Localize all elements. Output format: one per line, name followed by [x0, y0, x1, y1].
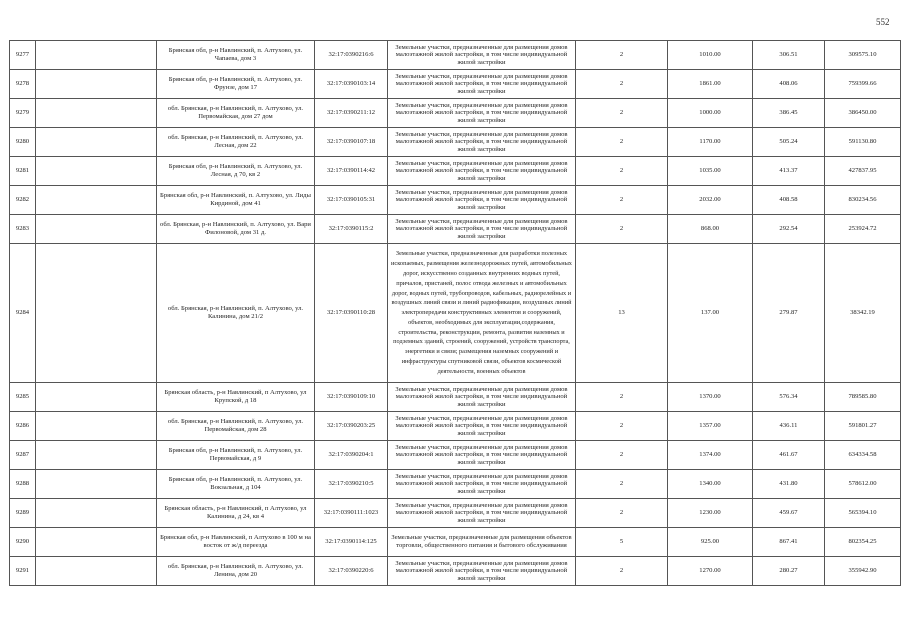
cadastral-value-cell: 789585.80: [825, 383, 901, 412]
group-code-cell: 2: [576, 186, 668, 215]
cadastral-value-cell: 309575.10: [825, 41, 901, 70]
group-code-cell: 2: [576, 499, 668, 528]
blank-cell: [36, 215, 157, 244]
cadastral-value-cell: 830234.56: [825, 186, 901, 215]
land-use-cell: Земельные участки, предназначенные для размещения объектов торговли, общественного питания и бытового обслуживания: [388, 528, 576, 557]
land-use-cell: Земельные участки, предназначенные для размещения домов малоэтажной жилой застройки, в том числе индивидуальной жилой застройки: [388, 412, 576, 441]
table-row: [10, 128, 901, 157]
blank-cell: [36, 557, 157, 586]
address-cell: Брянская область, р-н Навлинский, п Алтухово, ул Крупской, д 18: [157, 383, 315, 412]
group-code-cell: 2: [576, 383, 668, 412]
page-number: 552: [876, 17, 890, 27]
cadastral-value-cell: 591130.80: [825, 128, 901, 157]
specific-value-cell: 306.51: [753, 41, 825, 70]
group-code-cell: 2: [576, 128, 668, 157]
specific-value-cell: 436.11: [753, 412, 825, 441]
land-use-cell: Земельные участки, предназначенные для размещения домов малоэтажной жилой застройки, в том числе индивидуальной жилой застройки: [388, 215, 576, 244]
table-row: [10, 157, 901, 186]
area-cell: 1861.00: [668, 70, 753, 99]
address-cell: Брянская обл, р-н Навлинский, п. Алтухово, ул. Лесная, д 70, кв 2: [157, 157, 315, 186]
area-cell: 1035.00: [668, 157, 753, 186]
blank-cell: [36, 186, 157, 215]
land-use-cell: Земельные участки, предназначенные для размещения домов малоэтажной жилой застройки, в том числе индивидуальной жилой застройки: [388, 99, 576, 128]
area-cell: 137.00: [668, 244, 753, 383]
cadastral-number-cell: 32:17:0390105:31: [315, 186, 388, 215]
table-row: [10, 557, 901, 586]
address-cell: обл. Брянская, р-н Навлинский, п. Алтухово, ул. Лесная, дом 22: [157, 128, 315, 157]
blank-cell: [36, 383, 157, 412]
land-use-cell: Земельные участки, предназначенные для размещения домов малоэтажной жилой застройки, в том числе индивидуальной жилой застройки: [388, 557, 576, 586]
land-use-cell: Земельные участки, предназначенные для размещения домов малоэтажной жилой застройки, в том числе индивидуальной жилой застройки: [388, 383, 576, 412]
cadastral-number-cell: 32:17:0390107:18: [315, 128, 388, 157]
table-row: [10, 470, 901, 499]
specific-value-cell: 431.80: [753, 470, 825, 499]
table-row: [10, 41, 901, 70]
specific-value-cell: 408.06: [753, 70, 825, 99]
area-cell: 1170.00: [668, 128, 753, 157]
specific-value-cell: 576.34: [753, 383, 825, 412]
cadastral-number-cell: 32:17:0390114:125: [315, 528, 388, 557]
blank-cell: [36, 128, 157, 157]
cadastral-value-cell: 634334.58: [825, 441, 901, 470]
row-number: 9289: [10, 499, 36, 528]
cadastral-number-cell: 32:17:0390103:14: [315, 70, 388, 99]
address-cell: Брянская обл, р-н Навлинский, п. Алтухово, ул. Вокзальная, д 104: [157, 470, 315, 499]
land-use-cell: Земельные участки, предназначенные для размещения домов малоэтажной жилой застройки, в том числе индивидуальной жилой застройки: [388, 186, 576, 215]
area-cell: 1000.00: [668, 99, 753, 128]
table-row: [10, 186, 901, 215]
table-row: [10, 383, 901, 412]
specific-value-cell: 386.45: [753, 99, 825, 128]
group-code-cell: 2: [576, 470, 668, 499]
blank-cell: [36, 441, 157, 470]
address-cell: Брянская обл, р-н Навлинский, п. Алтухово, ул. Фрунзе, дом 17: [157, 70, 315, 99]
table-row: [10, 70, 901, 99]
blank-cell: [36, 41, 157, 70]
cadastral-number-cell: 32:17:0390110:28: [315, 244, 388, 383]
specific-value-cell: 408.58: [753, 186, 825, 215]
cadastral-number-cell: 32:17:0390220:6: [315, 557, 388, 586]
specific-value-cell: 280.27: [753, 557, 825, 586]
area-cell: 2032.00: [668, 186, 753, 215]
group-code-cell: 2: [576, 41, 668, 70]
address-cell: Брянская обл, р-н Навлинский, п. Алтухово, ул. Первомайская, д 9: [157, 441, 315, 470]
land-use-cell: Земельные участки, предназначенные для размещения домов малоэтажной жилой застройки, в том числе индивидуальной жилой застройки: [388, 128, 576, 157]
table-row: [10, 412, 901, 441]
cadastral-number-cell: 32:17:0390216:6: [315, 41, 388, 70]
specific-value-cell: 279.87: [753, 244, 825, 383]
area-cell: 1230.00: [668, 499, 753, 528]
blank-cell: [36, 528, 157, 557]
land-use-cell: Земельные участки, предназначенные для разработки полезных ископаемых, размещения железнодорожных путей, автомобильных дорог, искусственно созданных внутренних водных путей, причалов, пристаней, полос отвода железных и автомобильных дорог, водных путей, трубопроводов, кабельных, радиорелейных и воздушных линий связи и линий радиофикации, воздушных линий электропередачи конструктивных элементов и сооружений, объектов, необходимых для эксплуатации,содержания, строительства, реконструкции, ремонта, развития наземных и подземных зданий, строений, сооружений, устройств транспорта, энергетики и связи; размещения наземных сооружений и инфраструктуры спутниковой связи, объектов космической деятельности, военных объектов: [388, 244, 576, 383]
table-body: [10, 41, 901, 586]
area-cell: 868.00: [668, 215, 753, 244]
cadastral-value-cell: 591801.27: [825, 412, 901, 441]
group-code-cell: 13: [576, 244, 668, 383]
cadastral-number-cell: 32:17:0390114:42: [315, 157, 388, 186]
cadastral-value-cell: 427837.95: [825, 157, 901, 186]
address-cell: Брянская обл, р-н Навлинский, п Алтухово в 100 м на восток от ж/д переезда: [157, 528, 315, 557]
specific-value-cell: 459.67: [753, 499, 825, 528]
land-use-cell: Земельные участки, предназначенные для размещения домов малоэтажной жилой застройки, в том числе индивидуальной жилой застройки: [388, 41, 576, 70]
cadastral-number-cell: 32:17:0390210:5: [315, 470, 388, 499]
cadastral-number-cell: 32:17:0390203:25: [315, 412, 388, 441]
address-cell: Брянская обл, р-н Навлинский, п. Алтухово, ул. Чапаева, дом 3: [157, 41, 315, 70]
cadastral-value-cell: 565394.10: [825, 499, 901, 528]
address-cell: обл. Брянская, р-н Навлинский, п. Алтухово, ул. Калинина, дом 21/2: [157, 244, 315, 383]
cadastral-value-cell: 802354.25: [825, 528, 901, 557]
table-row: [10, 528, 901, 557]
row-number: 9277: [10, 41, 36, 70]
row-number: 9282: [10, 186, 36, 215]
blank-cell: [36, 244, 157, 383]
blank-cell: [36, 470, 157, 499]
specific-value-cell: 413.37: [753, 157, 825, 186]
row-number: 9290: [10, 528, 36, 557]
land-registry-table: [9, 40, 901, 586]
address-cell: обл. Брянская, р-н Навлинский, п. Алтухово, ул. Вари Филоновой, дом 31 д.: [157, 215, 315, 244]
row-number: 9284: [10, 244, 36, 383]
row-number: 9283: [10, 215, 36, 244]
specific-value-cell: 505.24: [753, 128, 825, 157]
row-number: 9280: [10, 128, 36, 157]
land-use-cell: Земельные участки, предназначенные для размещения домов малоэтажной жилой застройки, в том числе индивидуальной жилой застройки: [388, 70, 576, 99]
row-number: 9279: [10, 99, 36, 128]
row-number: 9287: [10, 441, 36, 470]
row-number: 9291: [10, 557, 36, 586]
group-code-cell: 2: [576, 157, 668, 186]
table-row: [10, 441, 901, 470]
blank-cell: [36, 70, 157, 99]
cadastral-value-cell: 578612.00: [825, 470, 901, 499]
land-use-cell: Земельные участки, предназначенные для размещения домов малоэтажной жилой застройки, в том числе индивидуальной жилой застройки: [388, 499, 576, 528]
land-use-cell: Земельные участки, предназначенные для размещения домов малоэтажной жилой застройки, в том числе индивидуальной жилой застройки: [388, 470, 576, 499]
cadastral-number-cell: 32:17:0390211:12: [315, 99, 388, 128]
group-code-cell: 2: [576, 215, 668, 244]
group-code-cell: 2: [576, 70, 668, 99]
table-row: [10, 499, 901, 528]
row-number: 9281: [10, 157, 36, 186]
land-use-cell: Земельные участки, предназначенные для размещения домов малоэтажной жилой застройки, в том числе индивидуальной жилой застройки: [388, 157, 576, 186]
blank-cell: [36, 412, 157, 441]
address-cell: обл. Брянская, р-н Навлинский, п. Алтухово, ул. Первомайская, дом 27 дом: [157, 99, 315, 128]
group-code-cell: 2: [576, 412, 668, 441]
address-cell: Брянская обл, р-н Навлинский, п. Алтухово, ул. Лиды Кирдиной, дом 41: [157, 186, 315, 215]
cadastral-value-cell: 38342.19: [825, 244, 901, 383]
area-cell: 1370.00: [668, 383, 753, 412]
blank-cell: [36, 157, 157, 186]
cadastral-number-cell: 32:17:0390204:1: [315, 441, 388, 470]
table-row: [10, 99, 901, 128]
area-cell: 1340.00: [668, 470, 753, 499]
cadastral-value-cell: 759399.66: [825, 70, 901, 99]
group-code-cell: 2: [576, 557, 668, 586]
cadastral-value-cell: 253924.72: [825, 215, 901, 244]
row-number: 9285: [10, 383, 36, 412]
cadastral-number-cell: 32:17:0390111:1023: [315, 499, 388, 528]
cadastral-value-cell: 355942.90: [825, 557, 901, 586]
area-cell: 1270.00: [668, 557, 753, 586]
specific-value-cell: 867.41: [753, 528, 825, 557]
row-number: 9286: [10, 412, 36, 441]
area-cell: 1357.00: [668, 412, 753, 441]
area-cell: 1374.00: [668, 441, 753, 470]
table-row: [10, 244, 901, 383]
blank-cell: [36, 499, 157, 528]
group-code-cell: 2: [576, 99, 668, 128]
cadastral-value-cell: 386450.00: [825, 99, 901, 128]
table-row: [10, 215, 901, 244]
area-cell: 1010.00: [668, 41, 753, 70]
group-code-cell: 5: [576, 528, 668, 557]
area-cell: 925.00: [668, 528, 753, 557]
cadastral-number-cell: 32:17:0390115:2: [315, 215, 388, 244]
group-code-cell: 2: [576, 441, 668, 470]
row-number: 9288: [10, 470, 36, 499]
address-cell: обл. Брянская, р-н Навлинский, п. Алтухово, ул. Первомайская, дом 28: [157, 412, 315, 441]
land-use-cell: Земельные участки, предназначенные для размещения домов малоэтажной жилой застройки, в том числе индивидуальной жилой застройки: [388, 441, 576, 470]
cadastral-number-cell: 32:17:0390109:10: [315, 383, 388, 412]
blank-cell: [36, 99, 157, 128]
address-cell: Брянская область, р-н Навлинский, п Алтухово, ул Калинина, д 24, кв 4: [157, 499, 315, 528]
address-cell: обл. Брянская, р-н Навлинский, п. Алтухово, ул. Ленина, дом 20: [157, 557, 315, 586]
specific-value-cell: 292.54: [753, 215, 825, 244]
row-number: 9278: [10, 70, 36, 99]
specific-value-cell: 461.67: [753, 441, 825, 470]
